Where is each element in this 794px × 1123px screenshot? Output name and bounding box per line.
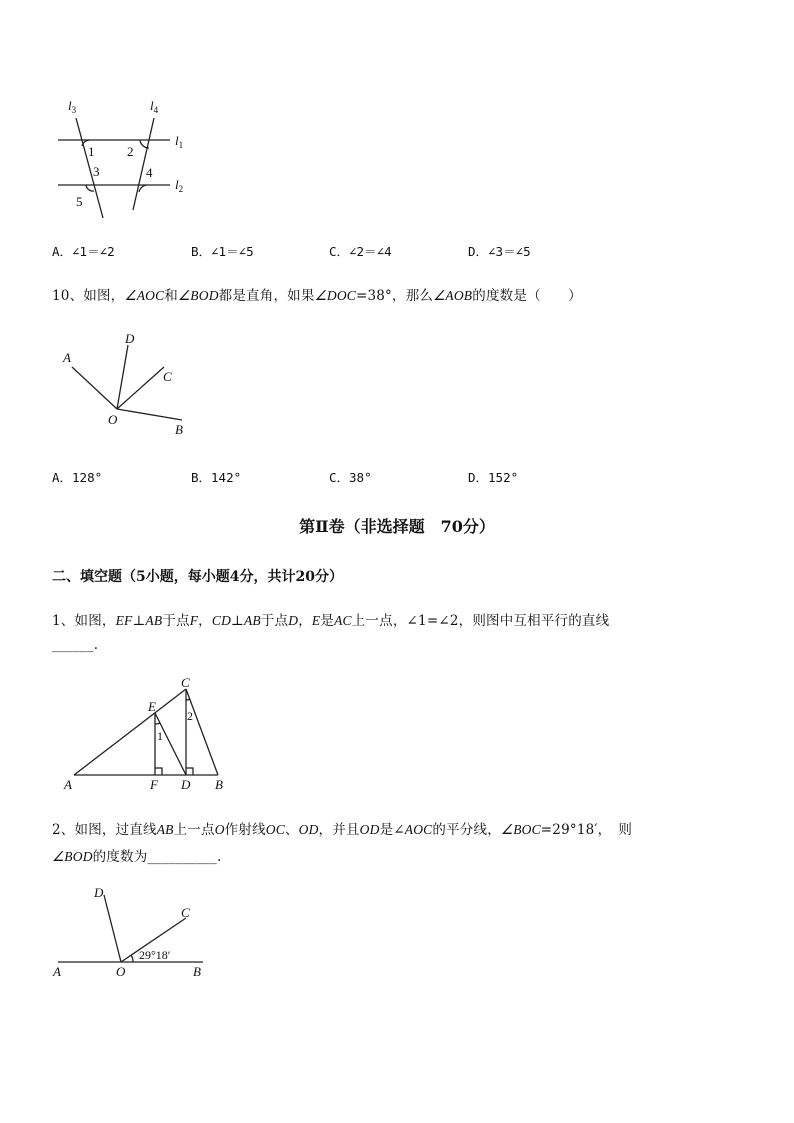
label-c: C — [181, 905, 190, 920]
label-d: D — [181, 777, 191, 792]
f1-answer-blank[interactable]: ______. — [52, 637, 99, 653]
label-angle-value: 29°18′ — [139, 948, 171, 962]
label-angle5: 5 — [76, 194, 83, 209]
label-angle2: 2 — [127, 144, 134, 159]
label-c: C — [163, 369, 172, 384]
label-b: B — [193, 964, 201, 979]
label-o: O — [108, 412, 118, 427]
label-a: A — [53, 964, 61, 979]
ray-ob — [117, 409, 182, 420]
line-l3 — [76, 118, 103, 218]
label-angle2: 2 — [187, 709, 193, 723]
ray-od — [117, 345, 128, 409]
label-o: O — [116, 964, 126, 979]
ray-oc — [121, 918, 186, 962]
label-angle4: 4 — [146, 165, 153, 180]
q9-option-d[interactable]: D．∠3＝∠5 — [468, 244, 531, 259]
q9-option-a[interactable]: A．∠1＝∠2 — [52, 244, 115, 259]
angle2-arc — [140, 140, 149, 148]
f2-stem-line2: ∠BOD的度数为__________. — [52, 849, 222, 865]
label-a: A — [63, 350, 71, 365]
segment-cb — [186, 689, 218, 775]
f2-stem: 2、如图，过直线AB上一点O作射线OC、OD，并且OD是∠AOC的平分线，∠BOC=29°18′， 则 — [52, 822, 633, 838]
label-l1: $l_1$ — [175, 133, 184, 150]
segment-ed — [155, 713, 186, 775]
angle3-arc — [86, 185, 94, 191]
ray-oc — [117, 367, 164, 409]
q9-option-c[interactable]: C．∠2＝∠4 — [329, 244, 392, 259]
label-b: B — [175, 422, 183, 437]
label-b: B — [215, 777, 223, 792]
angle4-arc — [139, 185, 147, 192]
part2-title: 第Ⅱ卷（非选择题 70分） — [299, 517, 495, 536]
f2-answer-blank[interactable]: 的度数为__________. — [92, 849, 222, 865]
q10-option-a[interactable]: A．128° — [52, 470, 103, 485]
angle1-arc — [82, 140, 90, 146]
q10-option-c[interactable]: C．38° — [329, 470, 372, 485]
label-a: A — [64, 777, 72, 792]
segment-ac — [74, 689, 186, 775]
q10-stem: 10、如图，∠AOC和∠BOD都是直角，如果∠DOC=38°，那么∠AOB的度数是（ ） — [52, 288, 582, 304]
angle1-arc — [155, 723, 160, 724]
right-angle-d — [186, 768, 193, 775]
angle2-arc — [186, 699, 190, 700]
label-d: D — [125, 331, 135, 346]
q10-option-d[interactable]: D．152° — [468, 470, 519, 485]
label-l4: $l_4$ — [150, 98, 159, 115]
f1-stem: 1、如图，EF⊥AB于点F，CD⊥AB于点D，E是AC上一点，∠1=∠2，则图中互相平行的直线 — [52, 613, 610, 629]
right-angle-f — [155, 768, 162, 775]
label-f: F — [150, 777, 158, 792]
label-c: C — [181, 675, 190, 690]
label-d: D — [94, 885, 104, 900]
angle-boc-arc — [131, 955, 133, 962]
ray-oa — [72, 367, 117, 409]
q10-option-b[interactable]: B．142° — [191, 470, 242, 485]
q9-option-b[interactable]: B．∠1＝∠5 — [191, 244, 254, 259]
ray-od — [104, 895, 121, 962]
label-l3: $l_3$ — [68, 98, 77, 115]
label-e: E — [148, 699, 156, 714]
line-l4 — [133, 118, 154, 210]
fill-in-heading: 二、填空题（5小题，每小题4分，共计20分） — [52, 569, 343, 585]
label-angle3: 3 — [93, 164, 100, 179]
label-angle1: 1 — [157, 729, 163, 743]
label-angle1: 1 — [88, 144, 95, 159]
label-l2: $l_2$ — [175, 177, 184, 194]
